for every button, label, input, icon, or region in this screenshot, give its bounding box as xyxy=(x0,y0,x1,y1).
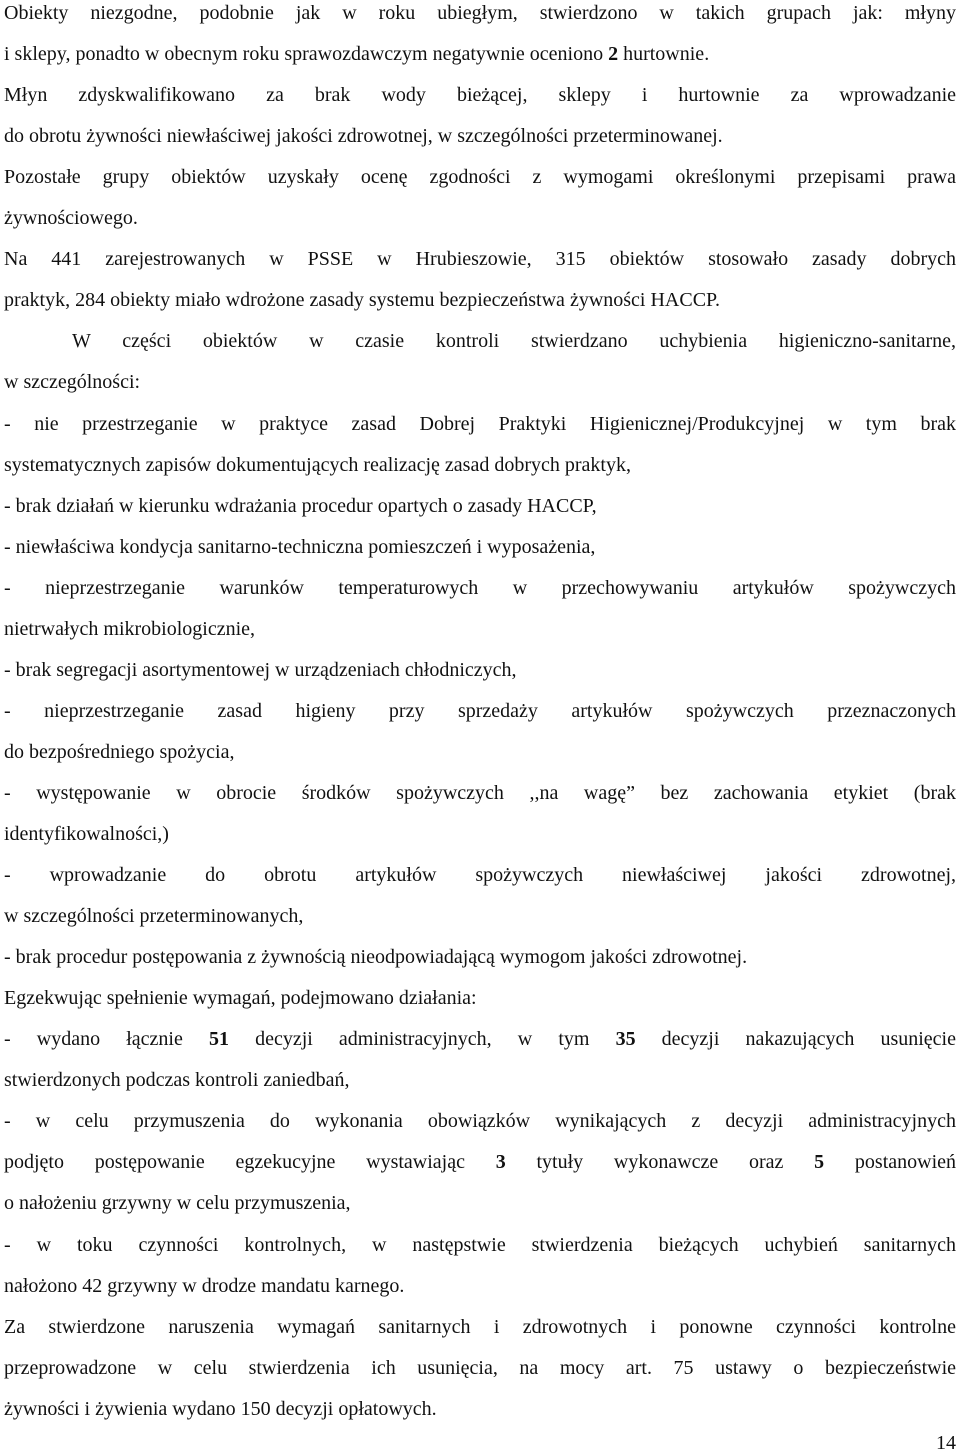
text-line: W części obiektów w czasie kontroli stwierdzano uchybienia higieniczno-sanitarne, xyxy=(72,330,956,353)
text-line: - wydano łącznie 51 decyzji administracyjnych, w tym 35 decyzji nakazujących usunięcie xyxy=(4,1028,956,1051)
text-line: Egzekwując spełnienie wymagań, podejmowano działania: xyxy=(4,987,477,1010)
text-line: - wprowadzanie do obrotu artykułów spożywczych niewłaściwej jakości zdrowotnej, xyxy=(4,864,956,886)
text-line: podjęto postępowanie egzekucyjne wystawiając 3 tytuły wykonawcze oraz 5 postanowień xyxy=(4,1151,957,1174)
text-line: nałożono 42 grzywny w drodze mandatu karnego. xyxy=(4,1274,405,1297)
text-line: praktyk, 284 obiekty miało wdrożone zasady systemu bezpieczeństwa żywności HACCP. xyxy=(4,289,720,312)
text-line: systematycznych zapisów dokumentujących realizację zasad dobrych praktyk, xyxy=(4,453,631,476)
text-line: Na 441 zarejestrowanych w PSSE w Hrubieszowie, 315 obiektów stosowało zasady dobrych xyxy=(4,248,956,271)
text-line: w szczególności: xyxy=(4,371,141,394)
text-line: w szczególności przeterminowanych, xyxy=(4,905,304,928)
text-line: - nieprzestrzeganie warunków temperaturowych w przechowywaniu artykułów spożywczych xyxy=(4,576,956,599)
text-line: Pozostałe grupy obiektów uzyskały ocenę zgodności z wymogami określonymi przepisami prawa xyxy=(4,166,956,189)
text-line: do obrotu żywności niewłaściwej jakości zdrowotnej, w szczególności przeterminowanej. xyxy=(4,125,723,148)
text-line: Młyn zdyskwalifikowano za brak wody bieżącej, sklepy i hurtownie za wprowadzanie xyxy=(4,84,956,107)
text-line: - w celu przymuszenia do wykonania obowiązków wynikających z decyzji administracyjnych xyxy=(4,1110,956,1133)
text-line: o nałożeniu grzywny w celu przymuszenia, xyxy=(4,1192,351,1215)
text-line: - w toku czynności kontrolnych, w następstwie stwierdzenia bieżących uchybień sanitarnych xyxy=(4,1233,956,1256)
text-line: identyfikowalności,) xyxy=(4,823,169,845)
text-line: do bezpośredniego spożycia, xyxy=(4,740,235,763)
text-line: żywnościowego. xyxy=(4,207,138,230)
text-line: - brak procedur postępowania z żywnością nieodpowiadającą wymogom jakości zdrowotnej. xyxy=(4,946,748,969)
text-line: - nieprzestrzeganie zasad higieny przy sprzedaży artykułów spożywczych przeznaczonych xyxy=(4,699,956,722)
text-line: - niewłaściwa kondycja sanitarno-techniczna pomieszczeń i wyposażenia, xyxy=(4,535,596,558)
text-line: Obiekty niezgodne, podobnie jak w roku ubiegłym, stwierdzono w takich grupach jak: młyny xyxy=(4,2,956,24)
text-line: - brak segregacji asortymentowej w urządzeniach chłodniczych, xyxy=(4,658,517,681)
text-line: przeprowadzone w celu stwierdzenia ich usunięcia, na mocy art. 75 ustawy o bezpieczeństwie xyxy=(4,1356,956,1379)
text-line: stwierdzonych podczas kontroli zaniedbań, xyxy=(4,1069,350,1092)
text-line: żywności i żywienia wydano 150 decyzji opłatowych. xyxy=(4,1397,437,1420)
page-number: 14 xyxy=(936,1432,956,1454)
text-line: - występowanie w obrocie środków spożywczych ,,na wagę” bez zachowania etykiet (brak xyxy=(4,781,956,804)
text-line: nietrwałych mikrobiologicznie, xyxy=(4,617,256,640)
text-line: - brak działań w kierunku wdrażania procedur opartych o zasady HACCP, xyxy=(4,494,597,517)
text-line: Za stwierdzone naruszenia wymagań sanitarnych i zdrowotnych i ponowne czynności kontrolne xyxy=(4,1315,956,1338)
text-line: i sklepy, ponadto w obecnym roku sprawozdawczym negatywnie oceniono 2 hurtownie. xyxy=(4,43,710,65)
text-line: - nie przestrzeganie w praktyce zasad Dobrej Praktyki Higienicznej/Produkcyjnej w tym brak xyxy=(4,412,956,435)
